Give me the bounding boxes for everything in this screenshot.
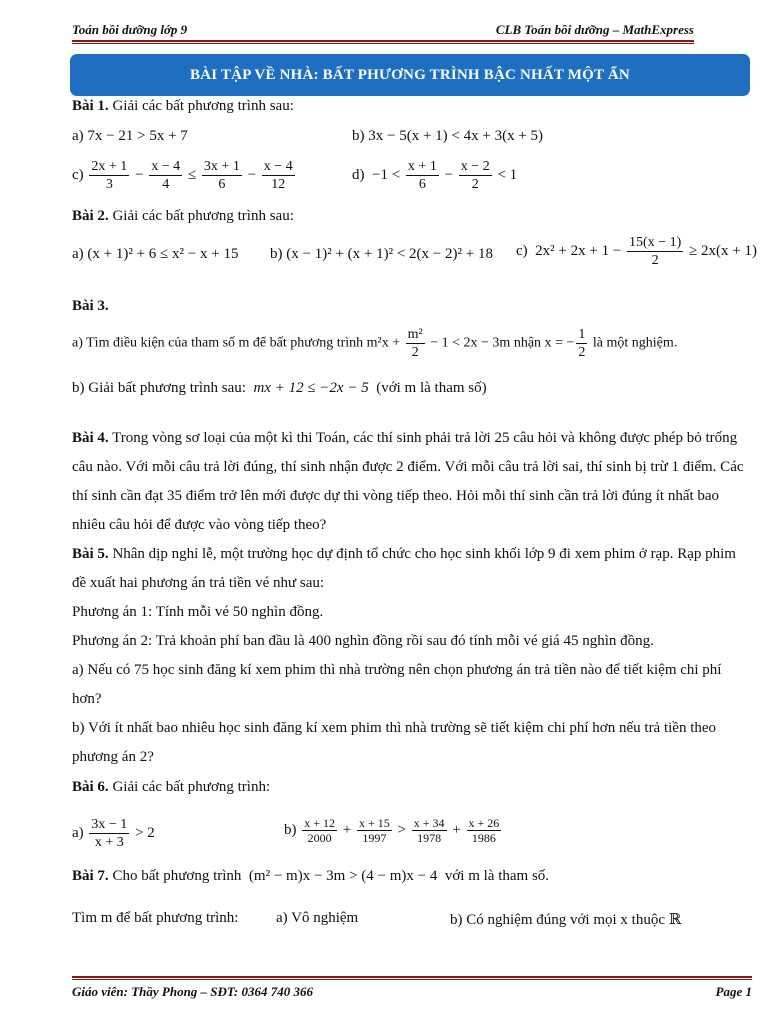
exercise-3b: b) Giải bất phương trình sau: mx + 12 ≤ −2x − 5 (với m là tham số) [72,380,487,396]
exercise-3-heading [72,298,109,315]
header-club-name: CLB Toán bồi dưỡng – MathExpress [495,22,694,37]
exercise-7a: a) Vô nghiệm [276,910,359,926]
homework-title-banner: BÀI TẬP VỀ NHÀ: BẤT PHƯƠNG TRÌNH BẬC NHẤT MỘT ẨN [70,54,750,96]
exercise-5a: a) Nếu có 75 học sinh đăng kí xem phim thì nhà trường nên chọn phương án trả tiền nào để tiết kiệm chi phí hơn? [72,662,722,707]
exercise-6b: b) $\frac{x + 12}{2000}$ + $\frac{x + 15}{1997}$ > $\frac{x + 34}{1978}$ + $\frac{x + 26}{1986}$ [284,816,500,845]
exercise-7: Bài 7. Cho bất phương trình (m² − m)x − 3m > (4 − m)x − 4 với m là tham số. [72,868,550,884]
exercise-5-option-1: Phương án 1: Tính mỗi vé 50 nghìn đồng. [72,604,324,620]
exercise-2c: c) 2x² + 2x + 1 − $\frac{15(x - 1)}{2}$ ≥ 2x(x + 1) [516,235,757,268]
exercise-6-title: Bài 6. [72,779,109,795]
exercise-2-title: Bài 2. [72,208,109,224]
exercise-6-heading: Bài 6. Giải các bất phương trình: [72,779,271,795]
footer-teacher-contact: Giáo viên: Thầy Phong – SĐT: 0364 740 366 [72,984,313,999]
exercise-1c: c) $\frac{2x + 1}{3}$ − $\frac{x - 4}{4}$ ≤ $\frac{3x + 1}{6}$ − $\frac{x - 4}{12}$ [72,159,293,192]
exercise-7-title: Bài 7. [72,868,109,884]
exercise-5-option-2: Phương án 2: Trả khoản phí ban đầu là 400 nghìn đồng rồi sau đó tính mỗi vé giá 45 nghìn đồng. [72,633,654,649]
footer-divider-thin [72,979,752,980]
exercise-4-title: Bài 4. [72,430,109,446]
exercise-7b: b) Có nghiệm đúng với mọi x thuộc ℝ [450,912,682,928]
exercise-1-heading: Bài 1. Giải các bất phương trình sau: [72,98,294,114]
exercise-5b: b) Với ít nhất bao nhiêu học sinh đăng kí xem phim thì nhà trường sẽ tiết kiệm chi phí hơn nếu trả tiền theo phương án 2? [72,720,717,765]
footer-divider [72,976,752,978]
exercise-1b: b) 3x − 5(x + 1) < 4x + 3(x + 5) [352,128,544,144]
exercise-1d: d) −1 < $\frac{x + 1}{6}$ − $\frac{x - 2}{2}$ < 1 [352,159,518,192]
exercise-1-title: Bài 1. [72,98,109,114]
exercise-7-ask: Tìm m để bất phương trình: [72,910,239,926]
exercise-1a: a) 7x − 21 > 5x + 7 [72,128,188,144]
header-course-title: Toán bồi dưỡng lớp 9 [72,22,188,37]
exercise-2b: b) (x − 1)² + (x + 1)² < 2(x − 2)² + 18 [270,246,493,262]
exercise-3a: a) Tìm điều kiện của tham số m để bất phương trình m²x + $\frac{\text{m²}}{2}$ − 1 < 2x − 3m nhận x = − $\frac{1}{2}$ là một nghiệm. [72,327,678,360]
header-divider-thin [72,43,694,44]
exercise-5: Bài 5. Nhân dịp nghỉ lễ, một trường học dự định tổ chức cho học sinh khối lớp 9 đi xem phim ở rạp. Rạp phim đề xuất hai phương án trả tiền vé như sau: [72,546,736,591]
exercise-3-title: Bài 3. [72,298,109,314]
header-divider [72,40,694,42]
page-header [72,20,694,40]
exercise-2a: a) (x + 1)² + 6 ≤ x² − x + 15 [72,246,239,262]
exercise-5-title: Bài 5. [72,546,109,562]
exercise-4: Bài 4. Trong vòng sơ loại của một kì thi Toán, các thí sinh phải trả lời 25 câu hỏi và không được phép bỏ trống câu nào. Với mỗi câu trả lời đúng, thí sinh nhận được 2 điểm. Với mỗi câu trả lời sai, thí sinh bị trừ 1 điểm. Các thí sinh cần đạt 35 điểm trở lên mới được dự thi vòng tiếp theo. Hỏi mỗi thí sinh cần trả lời đúng ít nhất bao nhiêu câu hỏi để được vào vòng tiếp theo? [72,430,744,533]
exercise-6a: a) $\frac{3x - 1}{x + 3}$ > 2 [72,817,155,850]
exercise-2-heading: Bài 2. Giải các bất phương trình sau: [72,208,294,224]
page-footer [72,984,752,1004]
footer-page-number: Page 1 [715,984,752,999]
